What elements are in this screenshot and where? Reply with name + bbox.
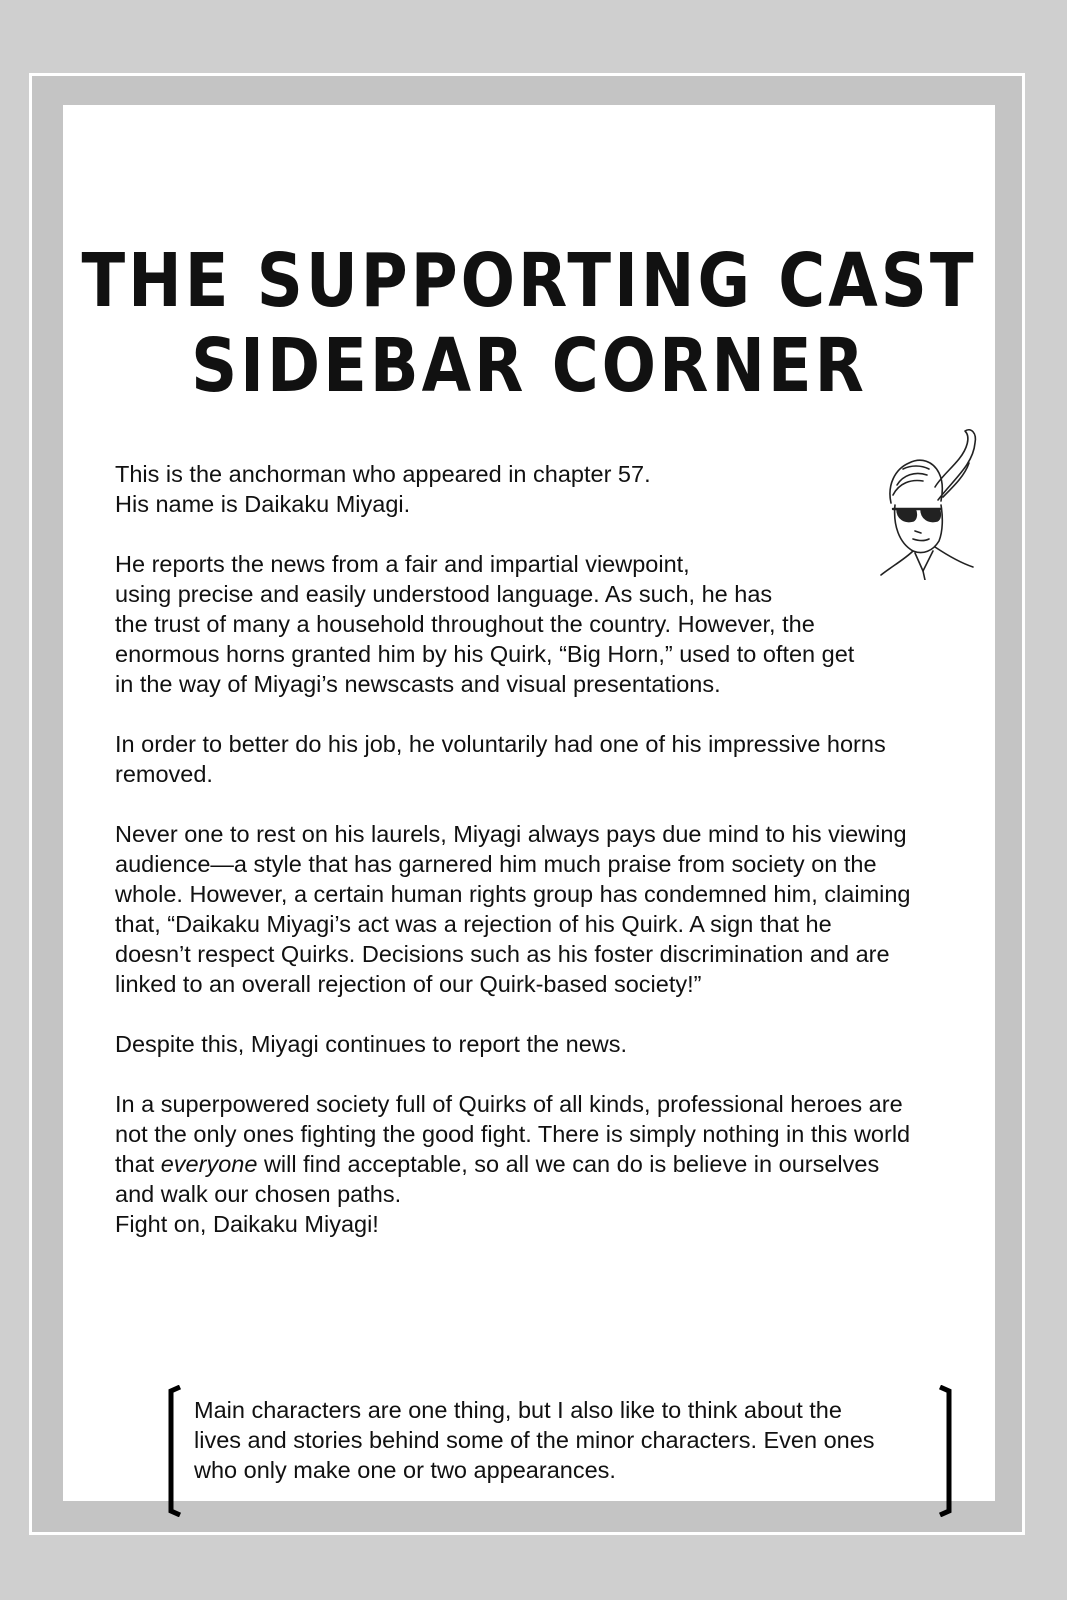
paragraph-continues: Despite this, Miyagi continues to report the news. (115, 1031, 628, 1057)
page-title-line-1: THE SUPPORTING CAST (81, 239, 977, 325)
article-body (115, 459, 965, 1239)
page (63, 105, 995, 1501)
paragraph-horn-removed: In order to better do his job, he voluntarily had one of his impressive horns removed. (115, 731, 886, 787)
right-bracket-icon (938, 1385, 952, 1517)
left-bracket-icon (168, 1385, 182, 1517)
author-note-text: Main characters are one thing, but I also like to think about the lives and stories behind some of the minor characters. Even ones who only make one or two appearances. (194, 1397, 875, 1483)
page-title-line-2: SIDEBAR CORNER (191, 324, 867, 410)
author-note (168, 1385, 948, 1517)
paragraph-intro: This is the anchorman who appeared in chapter 57. His name is Daikaku Miyagi. (115, 461, 651, 517)
paragraph-criticism: Never one to rest on his laurels, Miyagi always pays due mind to his viewing audience—a style that has garnered him much praise from society on the whole. However, a certain human rights group has condemned him, claiming that, “Daikaku Miyagi’s act was a rejection of his Quirk. A sign that he doesn’t respect Quirks. Decisions such as his foster discrimination and are linked to an overall rejection of our Quirk-based society!” (115, 821, 911, 997)
paragraph-closing: In a superpowered society full of Quirks of all kinds, professional heroes are not the only ones fighting the good fight. There is simply nothing in this world that everyone will find acceptable, so all we can do is believe in ourselves and walk our chosen paths. Fight on, Daikaku Miyagi! (115, 1091, 911, 1237)
paragraph-reporting: He reports the news from a fair and impartial viewpoint, using precise and easily understood language. As such, he has the trust of many a household throughout the country. However, the enormous horns granted him by his Quirk, “Big Horn,” used to often get in the way of Miyagi’s newscasts and visual presentations. (115, 551, 855, 697)
emphasized-word: everyone (160, 1151, 258, 1177)
